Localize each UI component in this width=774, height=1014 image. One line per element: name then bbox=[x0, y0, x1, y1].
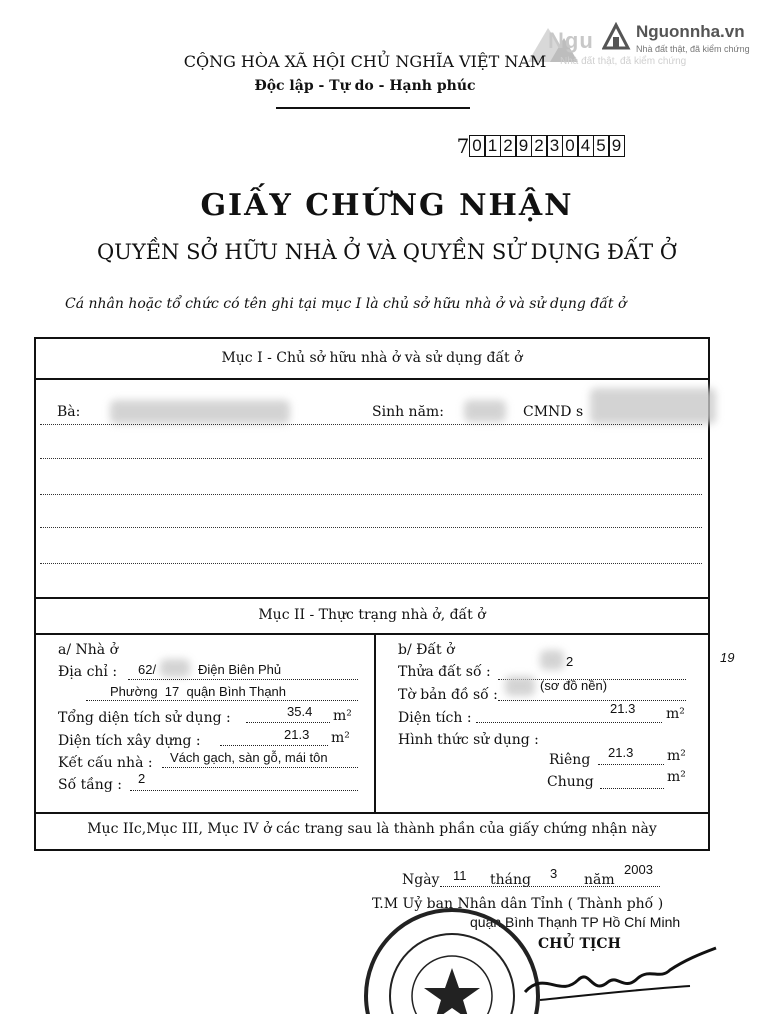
map-sheet-redacted bbox=[505, 676, 535, 696]
section1-line bbox=[40, 563, 702, 564]
watermark-brand: Nguonnha.vn bbox=[636, 22, 745, 41]
section2-top-divider bbox=[36, 597, 708, 599]
parcel-label: Thửa đất số : bbox=[398, 664, 491, 680]
footer-divider bbox=[36, 812, 708, 814]
total-area-label: Tổng diện tích sử dụng : bbox=[58, 710, 231, 726]
build-area-line bbox=[220, 745, 328, 746]
parcel-value: 2 bbox=[566, 654, 574, 669]
house-address-ward: Phường 17 quận Bình Thạnh bbox=[110, 684, 287, 699]
date-month-label: tháng bbox=[490, 872, 531, 888]
national-motto: Độc lập - Tự do - Hạnh phúc bbox=[254, 78, 476, 94]
authority-line-2: quận Bình Thạnh TP Hồ Chí Minh bbox=[470, 914, 681, 930]
footer-note: Mục IIc,Mục III, Mục IV ở các trang sau là thành phần của giấy chứng nhận này bbox=[87, 821, 657, 837]
serial-digit: 1 bbox=[484, 135, 501, 157]
house-section-title: a/ Nhà ở bbox=[58, 642, 119, 658]
motto-underline bbox=[276, 107, 470, 109]
floors-line bbox=[130, 790, 358, 791]
structure-label: Kết cấu nhà : bbox=[58, 755, 153, 771]
floors-value: 2 bbox=[138, 771, 146, 786]
house-address-label: Địa chỉ : bbox=[58, 664, 118, 680]
signature-icon bbox=[520, 940, 720, 1014]
intro-text: Cá nhân hoặc tổ chức có tên ghi tại mục I là chủ sở hữu nhà ở và sử dụng đất ở bbox=[65, 296, 627, 312]
section1-divider bbox=[36, 378, 708, 380]
date-day-label: Ngày bbox=[402, 872, 440, 888]
parcel-redacted bbox=[540, 650, 564, 670]
section1-heading: Mục I - Chủ sở hữu nhà ở và sử dụng đất ở bbox=[221, 350, 523, 366]
serial-digit: 0 bbox=[469, 135, 486, 157]
birth-year-redacted bbox=[464, 400, 506, 422]
shared-usage-label: Chung bbox=[547, 774, 594, 790]
date-day-value: 11 bbox=[453, 868, 467, 883]
private-usage-value: 21.3 bbox=[608, 745, 634, 760]
document-subtitle: QUYỀN SỞ HỮU NHÀ Ở VÀ QUYỀN SỬ DỤNG ĐẤT Ở bbox=[96, 240, 678, 264]
structure-value: Vách gạch, sàn gỗ, mái tôn bbox=[170, 750, 328, 765]
serial-digit: 2 bbox=[531, 135, 548, 157]
serial-digit: 4 bbox=[577, 135, 594, 157]
total-area-value: 35.4 bbox=[287, 704, 313, 719]
date-year-label: năm bbox=[584, 872, 615, 888]
serial-digit: 0 bbox=[562, 135, 579, 157]
date-year-value: 2003 bbox=[624, 862, 653, 877]
map-sheet-value: (sơ đồ nền) bbox=[540, 678, 608, 693]
floors-label: Số tầng : bbox=[58, 777, 122, 793]
house-address-number: 62/ bbox=[138, 662, 157, 677]
private-usage-line bbox=[598, 764, 664, 765]
land-area-label: Diện tích : bbox=[398, 710, 472, 726]
build-area-label: Diện tích xây dựng : bbox=[58, 733, 201, 749]
map-sheet-label: Tờ bản đồ số : bbox=[398, 687, 498, 703]
shared-usage-unit: m² bbox=[667, 769, 686, 785]
build-area-unit: m² bbox=[331, 730, 350, 746]
land-area-value: 21.3 bbox=[610, 701, 636, 716]
land-area-line bbox=[476, 722, 662, 723]
document-title: GIẤY CHỨNG NHẬN bbox=[200, 188, 574, 223]
serial-digit: 5 bbox=[593, 135, 610, 157]
id-card-label: CMND s bbox=[523, 404, 584, 420]
serial-digit: 2 bbox=[500, 135, 517, 157]
serial-digit: 9 bbox=[608, 135, 625, 157]
serial-digit: 9 bbox=[515, 135, 532, 157]
certificate-serial-number bbox=[456, 135, 625, 157]
section1-line bbox=[40, 494, 702, 495]
brand-mark-icon bbox=[602, 22, 636, 50]
section1-line bbox=[40, 527, 702, 528]
total-area-unit: m² bbox=[333, 708, 352, 724]
country-heading: CỘNG HÒA XÃ HỘI CHỦ NGHĨA VIỆT NAM bbox=[183, 52, 547, 71]
date-month-value: 3 bbox=[550, 866, 558, 881]
private-usage-unit: m² bbox=[667, 748, 686, 764]
land-area-unit: m² bbox=[666, 706, 685, 722]
address-line-2 bbox=[86, 700, 358, 701]
id-card-redacted bbox=[590, 388, 716, 424]
birth-year-label: Sinh năm: bbox=[372, 404, 444, 420]
authority-line-1: T.M Uỷ ban Nhân dân Tỉnh ( Thành phố ) bbox=[372, 896, 664, 912]
usage-form-label: Hình thức sử dụng : bbox=[398, 732, 539, 748]
total-area-line bbox=[246, 722, 330, 723]
address-line bbox=[128, 679, 358, 680]
serial-prefix: 7 bbox=[456, 134, 470, 158]
serial-digit: 3 bbox=[546, 135, 563, 157]
owner-name-label: Bà: bbox=[57, 404, 81, 420]
map-sheet-line bbox=[498, 700, 686, 701]
watermark-logo: Ngu Nguonnha.vn Nhà đất thật, đã kiểm chứng Nhà đất thật, đã kiểm chứng bbox=[520, 22, 770, 66]
house-number-redacted bbox=[160, 659, 190, 677]
section2-column-divider bbox=[374, 633, 376, 812]
official-seal-icon bbox=[362, 906, 542, 1014]
margin-mark: 19 bbox=[720, 650, 735, 665]
section2-heading: Mục II - Thực trạng nhà ở, đất ở bbox=[258, 607, 486, 623]
build-area-value: 21.3 bbox=[284, 727, 310, 742]
section2-divider bbox=[36, 633, 708, 635]
signer-title: CHỦ TỊCH bbox=[538, 936, 621, 952]
shared-usage-line bbox=[600, 788, 664, 789]
date-line bbox=[440, 886, 660, 887]
watermark-tagline: Nhà đất thật, đã kiểm chứng bbox=[636, 44, 750, 54]
structure-line bbox=[162, 767, 358, 768]
house-address-street: Điện Biên Phủ bbox=[198, 662, 282, 677]
land-section-title: b/ Đất ở bbox=[398, 642, 455, 658]
owner-name-redacted bbox=[110, 400, 290, 424]
section1-line bbox=[40, 424, 702, 425]
private-usage-label: Riêng bbox=[549, 752, 591, 768]
section1-line bbox=[40, 458, 702, 459]
